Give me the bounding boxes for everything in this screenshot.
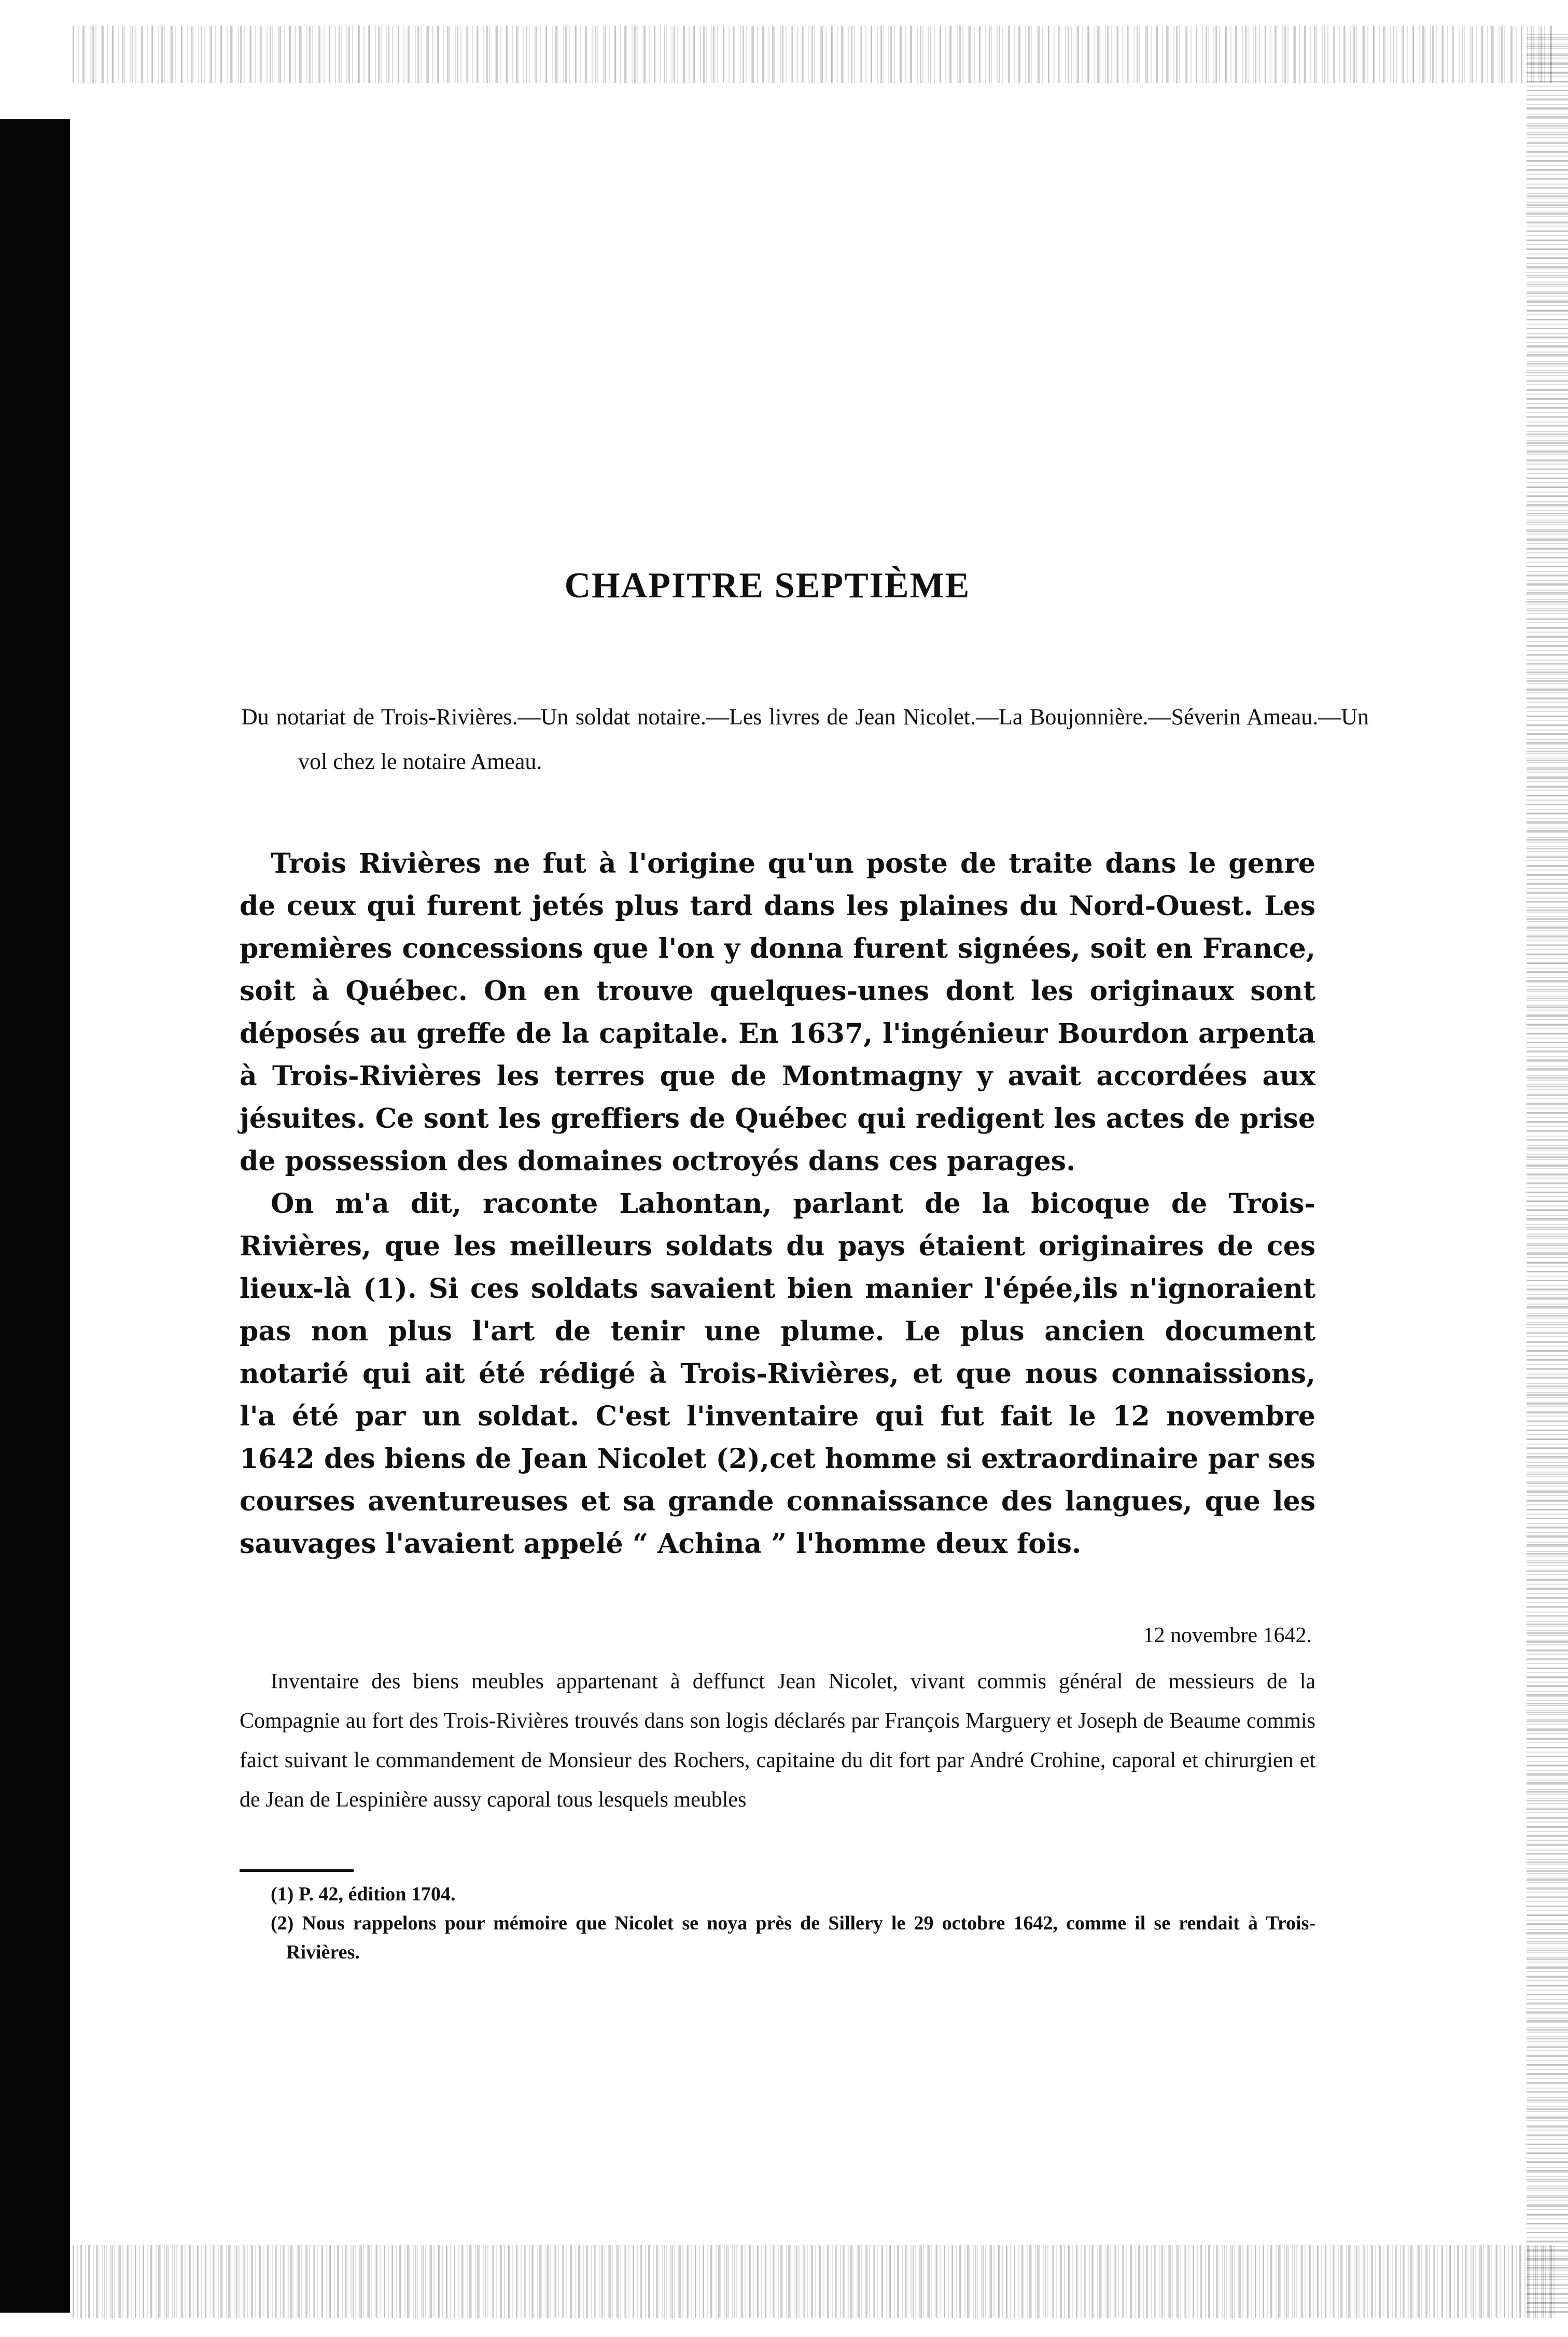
scan-edge-noise-top xyxy=(73,26,1556,83)
footnote-text: Nous rappelons pour mémoire que Nicolet se noya près de Sillery le 29 octobre 1642, comme il se rendait à Trois-Rivières. xyxy=(286,1912,1316,1963)
body-paragraph-1: Trois Rivières ne fut à l'origine qu'un poste de traite dans le genre de ceux qui furent jetés plus tard dans les plaines du Nord-Ouest. Les premières concessions que l'on y donna furent signées, soit en France, soit à Québec. On en trouve quelques-unes dont les originaux sont déposés au greffe de la capitale. En 1637, l'ingénieur Bourdon arpenta à Trois-Rivières les terres que de Montmagny y avait accordées aux jésuites. Ce sont les greffiers de Québec qui redigent les actes de prise de possession des domaines octroyés dans ces parages. xyxy=(240,848,1315,1177)
document-text: Inventaire des biens meubles appartenant à deffunct Jean Nicolet, vivant commis général de messieurs de la Compagnie au fort des Trois-Rivières trouvés dans son logis déclarés par François Marguery et Joseph de Beaume commis faict suivant le commandement de Monsieur des Rochers, capitaine du dit fort par André Crohine, caporal et chirurgien et de Jean de Lespinière aussy caporal tous lesquels meubles xyxy=(240,1670,1315,1812)
body-text xyxy=(240,843,1315,1565)
footnote-text: P. 42, édition 1704. xyxy=(298,1883,456,1905)
footnote-1 xyxy=(240,1880,1315,1909)
footnote-divider xyxy=(240,1869,354,1872)
document-date: 12 novembre 1642. xyxy=(1143,1624,1312,1647)
scan-binding-shadow xyxy=(0,119,70,2313)
scan-edge-noise-right xyxy=(1527,31,1568,2313)
chapter-summary: Du notariat de Trois-Rivières.—Un soldat notaire.—Les livres de Jean Nicolet.—La Boujonnière.—Séverin Ameau.—Un vol chez le notaire Ameau. xyxy=(241,704,1369,774)
footnotes xyxy=(240,1880,1315,1967)
footnote-2 xyxy=(240,1909,1315,1967)
footnote-mark: (2) xyxy=(271,1912,294,1934)
scan-edge-noise-bottom xyxy=(73,2245,1556,2318)
body-paragraph-2: On m'a dit, raconte Lahontan, parlant de la bicoque de Trois-Rivières, que les meilleurs soldats du pays étaient originaires de ces lieux-là (1). Si ces soldats savaient bien manier l'épée,ils n'ignoraient pas non plus l'art de tenir une plume. Le plus ancien document notarié qui ait été rédigé à Trois-Rivières, et que nous connaissions, l'a été par un soldat. C'est l'inventaire qui fut fait le 12 novembre 1642 des biens de Jean Nicolet (2),cet homme si extraordinaire par ses courses aventureuses et sa grande connaissance des langues, que les sauvages l'avaient appelé “ Achina ” l'homme deux fois. xyxy=(240,1188,1315,1560)
footnote-mark: (1) xyxy=(271,1883,294,1905)
chapter-title: CHAPITRE SEPTIÈME xyxy=(564,566,971,606)
